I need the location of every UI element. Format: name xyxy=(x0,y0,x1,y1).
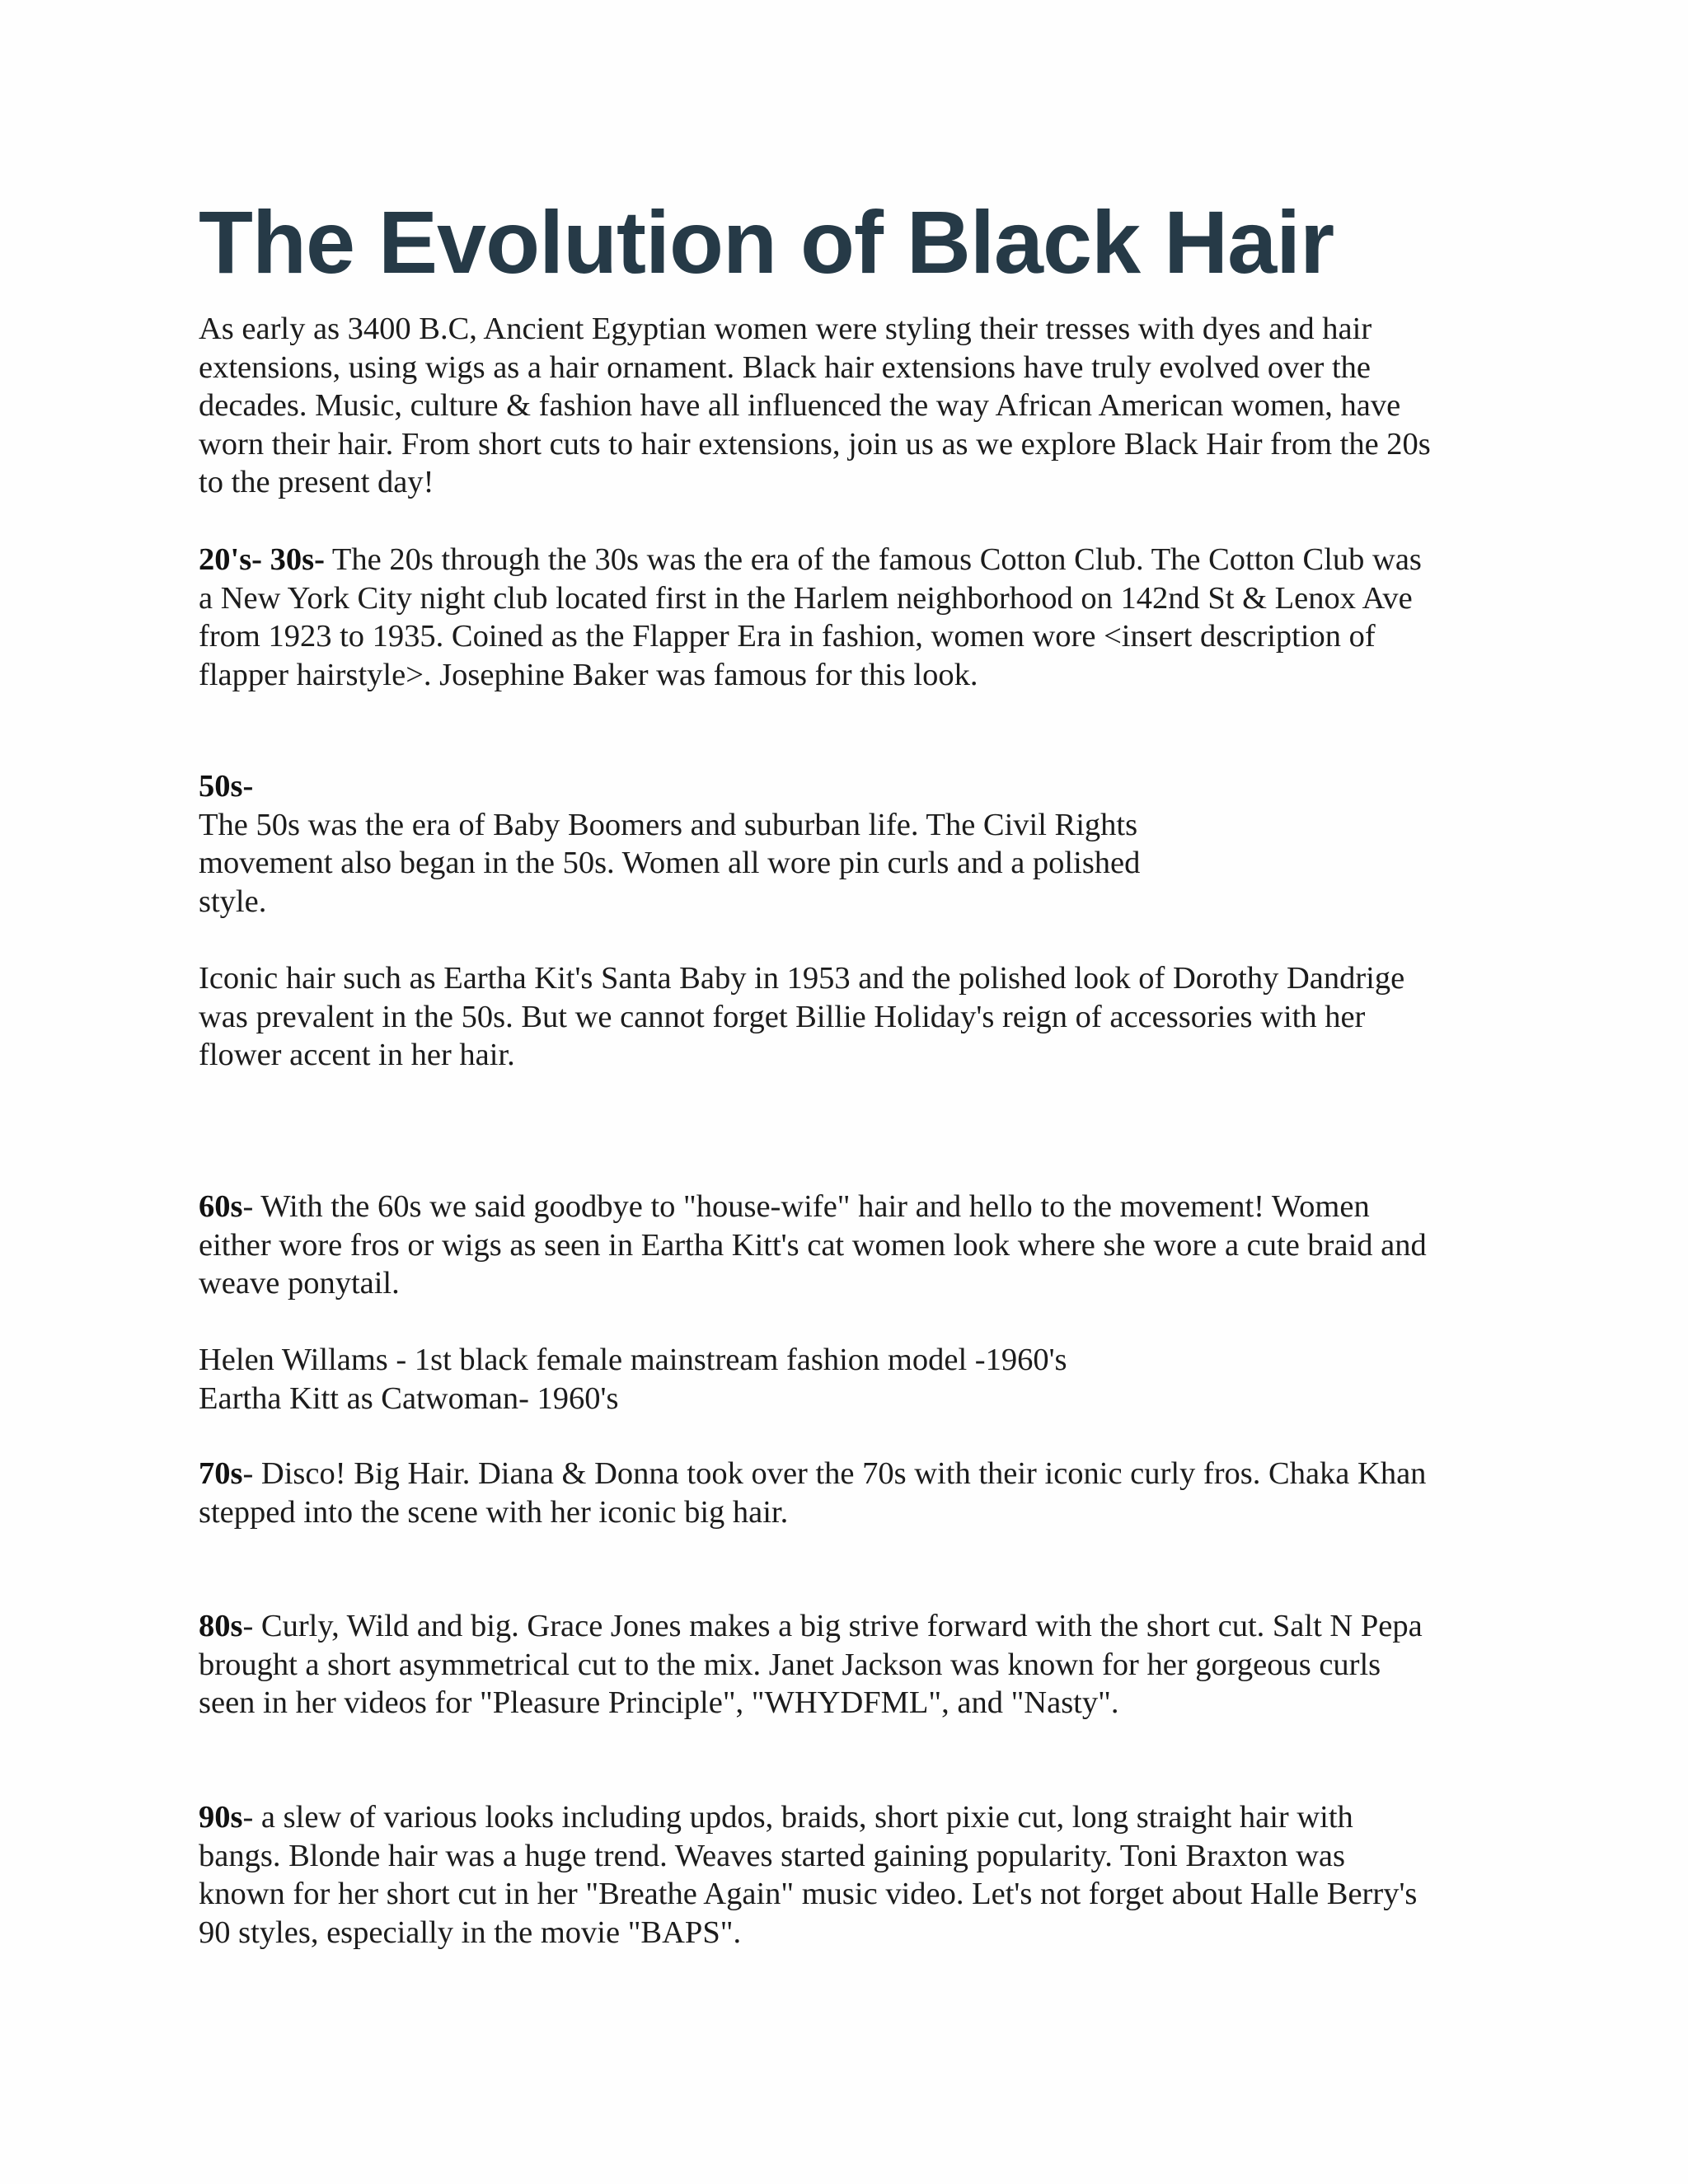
section-line: flapper hairstyle>. Josephine Baker was famous for this look. xyxy=(199,657,978,692)
intro-line: extensions, using wigs as a hair ornament. Black hair extensions have truly evolved over the xyxy=(199,349,1371,385)
section-20s-30s xyxy=(199,541,1422,694)
section-label: 20's- 30s- xyxy=(199,542,325,577)
section-50s-paragraph-2 xyxy=(199,959,1404,1075)
intro-line: to the present day! xyxy=(199,465,434,499)
section-line: Iconic hair such as Eartha Kit's Santa Baby in 1953 and the polished look of Dorothy Dandrige xyxy=(199,961,1405,996)
intro-line: decades. Music, culture & fashion have all influenced the way African American women, have xyxy=(199,388,1401,423)
section-label: 60s xyxy=(199,1189,243,1224)
section-line: brought a short asymmetrical cut to the mix. Janet Jackson was known for her gorgeous curls xyxy=(199,1647,1381,1682)
section-line: bangs. Blonde hair was a huge trend. Weaves started gaining popularity. Toni Braxton was xyxy=(199,1838,1345,1873)
intro-paragraph xyxy=(199,310,1431,502)
section-line: from 1923 to 1935. Coined as the Flapper Era in fashion, women wore <insert description of xyxy=(199,619,1376,654)
section-line: flower accent in her hair. xyxy=(199,1038,515,1072)
section-label: 50s- xyxy=(199,769,254,804)
section-text: The 20s through the 30s was the era of the famous Cotton Club. The Cotton Club was xyxy=(324,542,1422,577)
section-line: movement also began in the 50s. Women all wore pin curls and a polished xyxy=(199,846,1141,880)
section-label: 70s xyxy=(199,1456,243,1491)
section-50s xyxy=(199,767,1140,921)
section-line: was prevalent in the 50s. But we cannot forget Billie Holiday's reign of accessories with her xyxy=(199,999,1366,1034)
caption-line: Eartha Kitt as Catwoman- 1960's xyxy=(199,1380,619,1416)
section-label: 80s xyxy=(199,1609,243,1643)
section-label: 90s xyxy=(199,1800,243,1835)
section-line: either wore fros or wigs as seen in Eartha Kitt's cat women look where she wore a cute braid and xyxy=(199,1227,1427,1263)
caption-line: Helen Willams - 1st black female mainstream fashion model -1960's xyxy=(199,1343,1067,1377)
section-text: - Disco! Big Hair. Diana & Donna took over the 70s with their iconic curly fros. Chaka Khan xyxy=(242,1456,1427,1491)
section-text: - Curly, Wild and big. Grace Jones makes a big strive forward with the short cut. Salt N Pepa xyxy=(242,1609,1423,1643)
section-line: style. xyxy=(199,883,267,919)
section-90s xyxy=(199,1798,1417,1952)
section-line: seen in her videos for "Pleasure Principle", "WHYDFML", and "Nasty". xyxy=(199,1685,1119,1720)
section-70s xyxy=(199,1455,1426,1531)
section-60s-captions xyxy=(199,1341,1067,1418)
section-line: known for her short cut in her "Breathe Again" music video. Let's not forget about Halle Berry's xyxy=(199,1877,1418,1911)
section-line: 90 styles, especially in the movie "BAPS". xyxy=(199,1915,742,1950)
intro-line: worn their hair. From short cuts to hair extensions, join us as we explore Black Hair from the 20s xyxy=(199,426,1431,462)
section-60s xyxy=(199,1188,1427,1303)
page-title: The Evolution of Black Hair xyxy=(199,192,1334,292)
section-text: - With the 60s we said goodbye to "house-wife" hair and hello to the movement! Women xyxy=(242,1189,1370,1224)
section-80s xyxy=(199,1607,1423,1722)
section-line: The 50s was the era of Baby Boomers and suburban life. The Civil Rights xyxy=(199,807,1138,842)
intro-line: As early as 3400 B.C, Ancient Egyptian women were styling their tresses with dyes and hair xyxy=(199,312,1372,346)
section-line: weave ponytail. xyxy=(199,1266,400,1301)
section-text: - a slew of various looks including updos, braids, short pixie cut, long straight hair with xyxy=(242,1800,1353,1835)
section-line: a New York City night club located first in the Harlem neighborhood on 142nd St & Lenox Ave xyxy=(199,580,1413,616)
section-line: stepped into the scene with her iconic big hair. xyxy=(199,1494,789,1530)
